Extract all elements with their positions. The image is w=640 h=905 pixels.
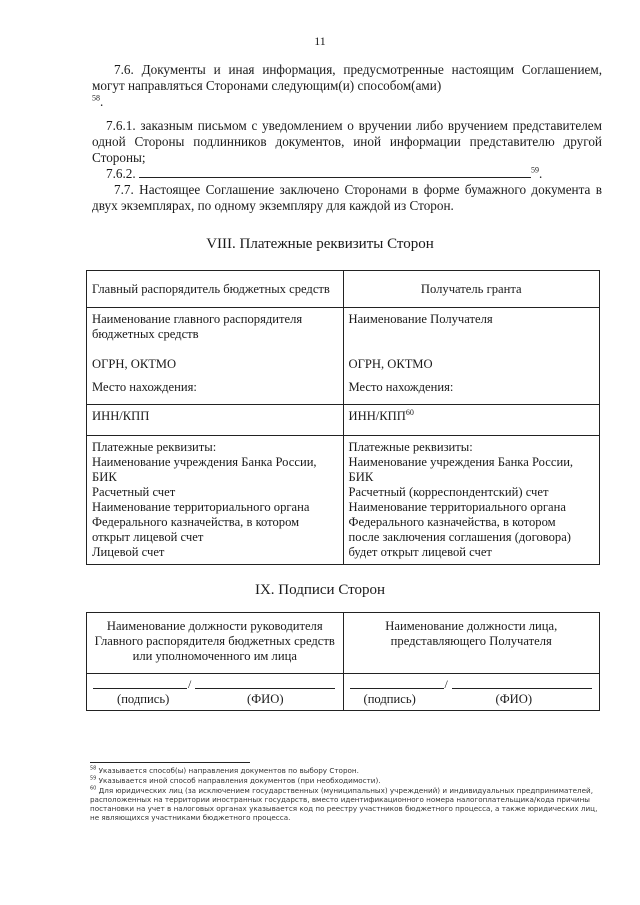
field-label-inn: ИНН/КПП: [348, 409, 406, 423]
bank-line: Наименование территориального органа: [92, 500, 310, 514]
footnote-text: Указывается способ(ы) направления документов по выбору Сторон.: [98, 766, 359, 775]
name-line: [195, 688, 335, 689]
paragraph-text: заказным письмом с уведомлением о вручении либо вручением представителем одной Стороны подлинников документов, иной информации представителю другой Стороны;: [92, 118, 602, 165]
field-label-ogrn: ОГРН, ОКТМО: [92, 357, 177, 371]
signature-header-row: [87, 613, 600, 674]
paragraph-end: .: [100, 94, 104, 109]
footnote-59: [90, 776, 602, 785]
header-manager-position: Наименование должности руководителя Главного распорядителя бюджетных средств или уполномоченного им лица: [87, 613, 344, 674]
bank-line: будет открыт лицевой счет: [348, 545, 492, 559]
footnote-mark: 59: [90, 775, 97, 782]
field-label-ogrn: ОГРН, ОКТМО: [348, 357, 433, 371]
bank-line: Наименование учреждения Банка России,: [348, 455, 574, 469]
cell-recipient-signature: [343, 674, 600, 711]
signatures-table: [86, 612, 600, 711]
fio-caption: (ФИО): [495, 692, 533, 706]
cell-recipient-name: [343, 308, 600, 405]
bank-line: Федерального казначейства, в котором: [92, 515, 300, 529]
footnote-ref: 59: [530, 165, 539, 175]
signature-caption: (подпись): [363, 692, 416, 706]
field-label-name: Наименование Получателя: [348, 312, 493, 326]
bank-line: Платежные реквизиты:: [348, 440, 473, 454]
bank-line: Федерального казначейства, в котором: [348, 515, 556, 529]
cell-manager-signature: [87, 674, 344, 711]
cell-manager-inn: ИНН/КПП: [87, 405, 344, 436]
footnote-separator: [90, 762, 250, 763]
field-label-location: Место нахождения:: [92, 380, 197, 394]
header-grant-recipient: Получатель гранта: [343, 271, 600, 308]
paragraph-7-6-1: [92, 118, 602, 166]
paragraph-end: .: [538, 166, 543, 181]
table-row-inn: [87, 405, 600, 436]
bank-line: после заключения соглашения (договора): [348, 530, 571, 544]
footnote-text: Указывается иной способ направления документов (при необходимости).: [98, 776, 381, 785]
table-row-bank: [87, 436, 600, 565]
bank-line: Расчетный (корреспондентский) счет: [348, 485, 549, 499]
table-header-row: [87, 271, 600, 308]
table-row-name: [87, 308, 600, 405]
footnote-mark: 60: [90, 785, 97, 792]
header-budget-manager: Главный распорядитель бюджетных средств: [87, 271, 344, 308]
cell-recipient-inn: [343, 405, 600, 436]
blank-fill-line: [139, 166, 531, 178]
bank-line: Платежные реквизиты:: [92, 440, 217, 454]
footnote-ref: 60: [405, 407, 414, 417]
bank-line: Наименование учреждения Банка России,: [92, 455, 317, 469]
paragraph-number: 7.6.: [114, 62, 134, 77]
paragraph-7-6-2: [92, 166, 602, 182]
paragraph-text: Настоящее Соглашение заключено Сторонами в форме бумажного документа в двух экземплярах, по одному экземпляру для каждой из Сторон.: [92, 182, 603, 213]
footnote-60: [90, 786, 602, 822]
paragraph-number: 7.6.1.: [106, 118, 136, 133]
cell-recipient-bank: [343, 436, 600, 565]
signature-line: [350, 688, 444, 689]
footnote-text: Для юридических лиц (за исключением государственных (муниципальных) учреждений) и индивидуальных предпринимателей, расположенных на территории иностранных государств, вместо идентификационного номера налогоплательщика/кода причины постановки на учет в налоговых органах указывается код по реестру участников бюджетного процесса, а также юридических лиц, не являющихся участниками бюджетного процесса.: [90, 786, 598, 822]
separator-slash: /: [188, 677, 192, 691]
signature-line: [93, 688, 187, 689]
paragraph-number: 7.6.2.: [106, 166, 136, 181]
field-label-name: Наименование главного распорядителя бюджетных средств: [92, 312, 303, 341]
section-title-payment-details: VIII. Платежные реквизиты Сторон: [206, 236, 434, 252]
section-title-signatures: IX. Подписи Сторон: [254, 582, 386, 598]
bank-line: Расчетный счет: [92, 485, 176, 499]
footnote-58: [90, 766, 602, 775]
fio-caption: (ФИО): [247, 692, 284, 706]
paragraph-text: Документы и иная информация, предусмотренные настоящим Соглашением, могут направляться Сторонами следующим(и) способом(ами): [92, 62, 603, 93]
payment-details-table: [86, 270, 600, 565]
cell-manager-name: [87, 308, 344, 405]
footnote-mark: 58: [90, 765, 97, 772]
bank-line: БИК: [348, 470, 374, 484]
bank-line: Лицевой счет: [92, 545, 165, 559]
signature-caption: (подпись): [117, 692, 170, 706]
bank-line: БИК: [92, 470, 117, 484]
page-number: 11: [314, 34, 326, 48]
paragraph-number: 7.7.: [114, 182, 134, 197]
paragraph-7-7: [92, 182, 602, 214]
footnote-ref: 58: [92, 93, 100, 103]
field-label-location: Место нахождения:: [348, 380, 454, 394]
paragraph-7-6: [92, 62, 602, 110]
signature-row: [87, 674, 600, 711]
cell-manager-bank: [87, 436, 344, 565]
bank-line: Наименование территориального органа: [348, 500, 566, 514]
header-recipient-position: Наименование должности лица, представляющего Получателя: [343, 613, 600, 674]
name-line: [452, 688, 592, 689]
bank-line: открыт лицевой счет: [92, 530, 204, 544]
footnotes: [90, 766, 602, 823]
separator-slash: /: [444, 677, 448, 691]
